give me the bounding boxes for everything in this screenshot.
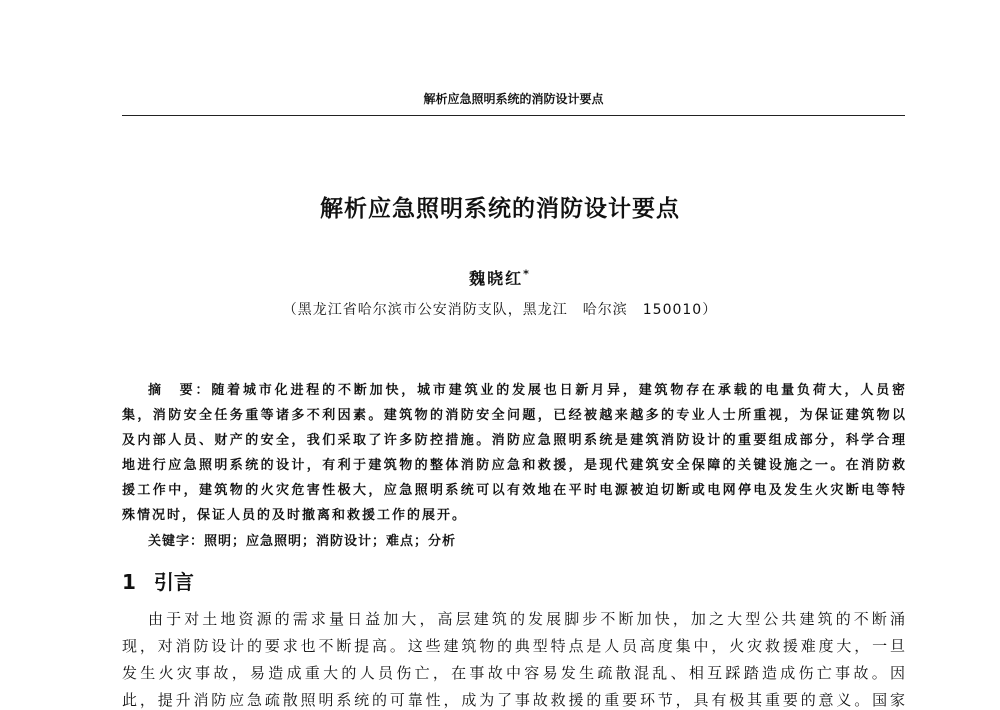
affiliation: （黑龙江省哈尔滨市公安消防支队，黑龙江 哈尔滨 150010） [282,302,718,318]
author-name: 魏晓红 [469,269,524,288]
paper-title: 解析应急照明系统的消防设计要点 [320,196,680,222]
section-number: 1 [122,570,136,594]
body-line: 此，提升消防应急疏散照明系统的可靠性，成为了事故救援的重要环节，具有极其重要的意义。国家 [122,691,905,709]
body-line: 发生火灾事故，易造成重大的人员伤亡，在事故中容易发生疏散混乱、相互踩踏造成伤亡事故。因 [122,664,905,682]
section-heading [122,566,212,595]
abstract-line: 及内部人员、财产的安全，我们采取了许多防控措施。消防应急照明系统是建筑消防设计的重要组成部分，科学合理 [122,433,905,448]
body-line: 由于对土地资源的需求量日益加大，高层建筑的发展脚步不断加快，加之大型公共建筑的不断涌 [148,610,905,628]
abstract-line: 殊情况时，保证人员的及时撤离和救援工作的展开。 [122,508,468,523]
abstract-line: 地进行应急照明系统的设计，有利于建筑物的整体消防应急和救援，是现代建筑安全保障的关键设施之一。在消防救 [122,458,905,473]
abstract-line: 摘 要：随着城市化进程的不断加快，城市建筑业的发展也日新月异，建筑物存在承载的电量负荷大，人员密 [148,383,905,398]
header-rule [122,115,905,116]
abstract-line: 集，消防安全任务重等诸多不利因素。建筑物的消防安全问题，已经被越来越多的专业人士所重视，为保证建筑物以 [122,408,905,423]
author-footnote-mark: * [523,267,531,281]
body-line: 现，对消防设计的要求也不断提高。这些建筑物的典型特点是人员高度集中，火灾救援难度大，一旦 [122,637,905,655]
author [0,266,1000,289]
keywords: 关键字：照明；应急照明；消防设计；难点；分析 [148,534,457,549]
running-header: 解析应急照明系统的消防设计要点 [423,92,604,106]
section-title: 引言 [153,570,194,594]
abstract-line: 援工作中，建筑物的火灾危害性极大，应急照明系统可以有效地在平时电源被迫切断或电网停电及发生火灾断电等特 [122,483,905,498]
